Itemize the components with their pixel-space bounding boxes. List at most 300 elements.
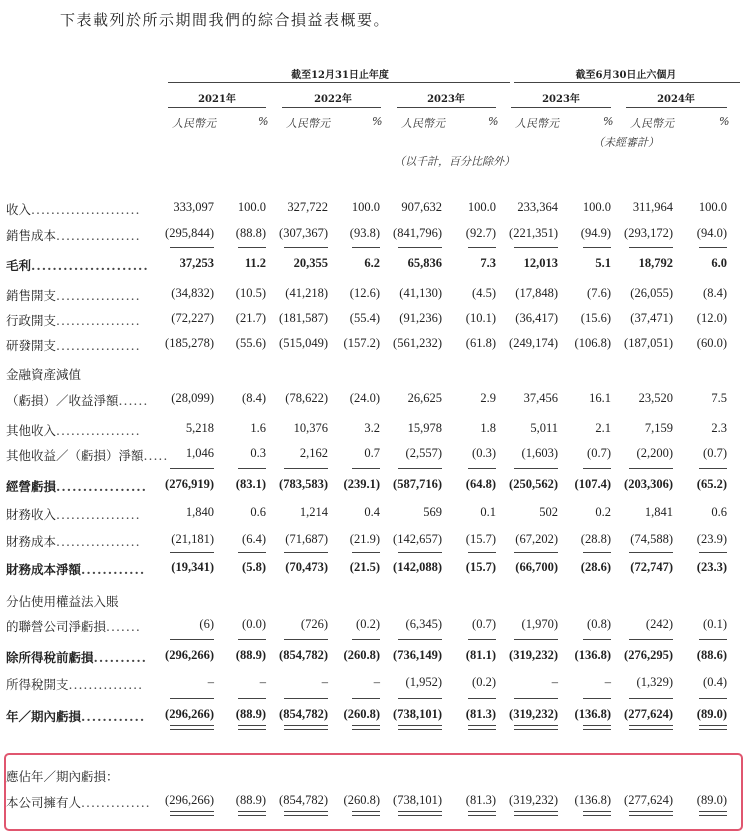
total-underline: [284, 552, 328, 553]
cell-percent: (81.1): [465, 648, 496, 662]
total-underline: [238, 725, 266, 730]
row-label-text: 財務收入: [6, 507, 57, 522]
cell-percent: 100.0: [467, 200, 496, 214]
cell-percent: (260.8): [343, 793, 380, 807]
row-label: [6, 311, 141, 329]
cell-amount: (181,587): [279, 311, 328, 325]
total-underline: [352, 639, 380, 640]
cell-amount: (726): [300, 617, 328, 631]
cell-percent: 0.4: [364, 505, 380, 519]
cell-amount: (41,130): [399, 286, 442, 300]
row-label: [6, 226, 141, 244]
total-underline: [699, 698, 727, 699]
cell-amount: (187,051): [624, 336, 673, 350]
row-label-text: 財務成本淨額: [6, 562, 82, 577]
cell-percent: (55.6): [235, 336, 266, 350]
note-unaudited: （未經審計）: [593, 136, 659, 149]
year-rule: [397, 107, 496, 108]
total-underline: [468, 639, 496, 640]
cell-percent: (0.7): [587, 446, 611, 460]
row-label: [6, 675, 143, 693]
cell-amount: (34,832): [171, 286, 214, 300]
cell-amount: (736,149): [393, 648, 442, 662]
row-label-text: 收入: [6, 202, 32, 217]
cell-percent: (4.5): [472, 286, 496, 300]
cell-percent: (60.0): [696, 336, 727, 350]
cell-amount: (276,295): [624, 648, 673, 662]
cell-amount: (6): [199, 617, 214, 631]
cell-amount: (296,266): [165, 648, 214, 662]
total-underline: [583, 725, 611, 730]
total-underline: [284, 247, 328, 248]
cell-amount: (561,232): [393, 336, 442, 350]
unit-percent: %: [603, 115, 614, 128]
row-label: [6, 200, 140, 218]
row-label-text: 其他收入: [6, 423, 57, 438]
cell-percent: (0.2): [472, 675, 496, 689]
cell-percent: –: [373, 675, 380, 689]
cell-amount: (28,099): [171, 391, 214, 405]
cell-percent: (0.4): [703, 675, 727, 689]
total-underline: [352, 247, 380, 248]
cell-amount: 1,214: [299, 505, 328, 519]
cell-percent: 0.6: [250, 505, 266, 519]
cell-amount: 327,722: [287, 200, 328, 214]
total-underline: [284, 468, 328, 469]
cell-percent: (0.8): [587, 617, 611, 631]
cell-percent: 2.9: [480, 391, 496, 405]
cell-percent: (136.8): [574, 793, 611, 807]
leader-dots: .................: [56, 479, 147, 494]
cell-amount: 2,162: [299, 446, 328, 460]
cell-amount: 65,836: [407, 256, 442, 270]
row-label-text: 分佔使用權益法入賬: [6, 594, 119, 609]
cell-amount: (1,952): [405, 675, 442, 689]
cell-amount: 18,792: [638, 256, 673, 270]
cell-amount: 502: [539, 505, 558, 519]
group-rule-years: [168, 82, 510, 83]
cell-percent: (89.0): [696, 793, 727, 807]
row-label: [6, 421, 141, 439]
total-underline: [629, 247, 673, 248]
cell-percent: (88.6): [696, 648, 727, 662]
cell-percent: 11.2: [244, 256, 266, 270]
total-underline: [629, 552, 673, 553]
cell-percent: (55.4): [349, 311, 380, 325]
year-header: 2023年: [427, 94, 465, 105]
cell-amount: (277,624): [624, 793, 673, 807]
row-label-text: 應佔年／期內虧損：: [6, 769, 119, 784]
cell-percent: 0.6: [711, 505, 727, 519]
total-underline: [398, 698, 442, 699]
cell-percent: (23.3): [696, 560, 727, 574]
total-underline: [284, 725, 328, 730]
cell-amount: 569: [423, 505, 442, 519]
cell-percent: –: [604, 675, 611, 689]
row-label: [6, 256, 149, 274]
leader-dots: ......................: [31, 202, 141, 217]
cell-percent: (107.4): [574, 477, 611, 491]
row-label-text: 銷售開支: [6, 288, 57, 303]
cell-percent: (94.9): [580, 226, 611, 240]
cell-amount: 1,046: [185, 446, 214, 460]
cell-percent: (260.8): [343, 707, 380, 721]
total-underline: [398, 725, 442, 730]
cell-percent: (94.0): [696, 226, 727, 240]
note-thousands: （以千計，百分比除外）: [394, 155, 515, 168]
cell-percent: (64.8): [465, 477, 496, 491]
total-underline: [629, 725, 673, 730]
cell-amount: 7,159: [644, 421, 673, 435]
total-underline: [629, 698, 673, 699]
cell-percent: (21.5): [349, 560, 380, 574]
leader-dots: ..............: [81, 795, 151, 810]
cell-percent: (88.8): [235, 226, 266, 240]
total-underline: [352, 468, 380, 469]
cell-amount: (841,796): [393, 226, 442, 240]
cell-percent: (89.0): [696, 707, 727, 721]
total-underline: [514, 247, 558, 248]
unit-percent: %: [372, 115, 383, 128]
cell-amount: (26,055): [630, 286, 673, 300]
row-label: [6, 446, 168, 464]
row-label: [6, 592, 119, 610]
cell-amount: (319,232): [509, 707, 558, 721]
cell-amount: (854,782): [279, 793, 328, 807]
row-label-text: 其他收益／（虧損）淨額: [6, 448, 144, 463]
total-underline: [284, 639, 328, 640]
cell-percent: (10.1): [465, 311, 496, 325]
cell-amount: (41,218): [285, 286, 328, 300]
total-underline: [238, 639, 266, 640]
cell-percent: 2.1: [595, 421, 611, 435]
cell-amount: (67,202): [515, 532, 558, 546]
cell-amount: (515,049): [279, 336, 328, 350]
total-underline: [699, 468, 727, 469]
cell-percent: 7.3: [480, 256, 496, 270]
total-underline: [170, 247, 214, 248]
cell-percent: (21.7): [235, 311, 266, 325]
total-underline: [583, 639, 611, 640]
cell-percent: (15.7): [465, 532, 496, 546]
total-underline: [170, 468, 214, 469]
cell-amount: (2,200): [636, 446, 673, 460]
cell-percent: 100.0: [698, 200, 727, 214]
leader-dots: ...............: [68, 677, 144, 692]
unit-percent: %: [719, 115, 730, 128]
year-rule: [282, 107, 381, 108]
cell-percent: (88.9): [235, 648, 266, 662]
cell-amount: (276,919): [165, 477, 214, 491]
year-header: 2021年: [198, 94, 236, 105]
leader-dots: ............: [81, 562, 146, 577]
cell-amount: 233,364: [517, 200, 558, 214]
row-label: [6, 617, 141, 635]
total-underline: [699, 725, 727, 730]
cell-amount: (66,700): [515, 560, 558, 574]
cell-amount: (738,101): [393, 707, 442, 721]
cell-amount: 20,355: [293, 256, 328, 270]
cell-percent: (12.6): [349, 286, 380, 300]
cell-amount: (72,747): [630, 560, 673, 574]
cell-amount: (21,181): [171, 532, 214, 546]
total-underline: [583, 698, 611, 699]
total-underline: [583, 552, 611, 553]
cell-percent: 0.2: [595, 505, 611, 519]
year-header: 2022年: [314, 94, 352, 105]
cell-amount: (142,088): [393, 560, 442, 574]
cell-percent: (6.4): [242, 532, 266, 546]
cell-percent: (8.4): [703, 286, 727, 300]
cell-percent: (7.6): [587, 286, 611, 300]
cell-amount: (854,782): [279, 648, 328, 662]
cell-percent: 0.3: [250, 446, 266, 460]
row-label-text: 銷售成本: [6, 228, 57, 243]
leader-dots: .................: [56, 507, 141, 522]
total-underline: [398, 552, 442, 553]
cell-amount: 26,625: [407, 391, 442, 405]
total-underline: [238, 552, 266, 553]
cell-percent: (88.9): [235, 707, 266, 721]
unit-percent: %: [488, 115, 499, 128]
cell-amount: (19,341): [171, 560, 214, 574]
cell-percent: (10.5): [235, 286, 266, 300]
total-underline: [238, 247, 266, 248]
total-underline: [284, 698, 328, 699]
leader-dots: .....: [143, 448, 169, 463]
total-underline: [468, 247, 496, 248]
cell-amount: (1,329): [636, 675, 673, 689]
row-label-text: 除所得稅前虧損: [6, 650, 94, 665]
cell-percent: (28.6): [580, 560, 611, 574]
cell-amount: 1,841: [644, 505, 673, 519]
cell-percent: 1.6: [250, 421, 266, 435]
cell-amount: (319,232): [509, 648, 558, 662]
cell-amount: (783,583): [279, 477, 328, 491]
total-underline: [699, 639, 727, 640]
total-underline: [583, 247, 611, 248]
cell-amount: (37,471): [630, 311, 673, 325]
cell-amount: (1,970): [521, 617, 558, 631]
cell-percent: (239.1): [343, 477, 380, 491]
total-underline: [629, 639, 673, 640]
row-label-text: 年／期內虧損: [6, 709, 82, 724]
row-label: [6, 707, 145, 725]
cell-percent: (15.7): [465, 560, 496, 574]
cell-amount: (36,417): [515, 311, 558, 325]
cell-percent: (81.3): [465, 707, 496, 721]
cell-amount: (78,622): [285, 391, 328, 405]
leader-dots: ......: [118, 393, 149, 408]
row-label-text: 所得稅開支: [6, 677, 69, 692]
row-label-text: 經營虧損: [6, 479, 57, 494]
row-label-text: 本公司擁有人: [6, 795, 82, 810]
cell-amount: 1,840: [185, 505, 214, 519]
cell-percent: 16.1: [589, 391, 611, 405]
total-underline: [468, 468, 496, 469]
total-underline: [514, 468, 558, 469]
cell-percent: (106.8): [574, 336, 611, 350]
row-label-text: 財務成本: [6, 534, 57, 549]
total-underline: [468, 725, 496, 730]
total-underline: [514, 725, 558, 730]
cell-percent: 100.0: [582, 200, 611, 214]
cell-amount: 10,376: [293, 421, 328, 435]
cell-amount: 37,253: [179, 256, 214, 270]
total-underline: [352, 698, 380, 699]
cell-percent: (65.2): [696, 477, 727, 491]
total-underline: [170, 552, 214, 553]
cell-percent: (81.3): [465, 793, 496, 807]
row-label: [6, 505, 141, 523]
unit-rmb: 人民幣元: [630, 117, 674, 130]
cell-amount: (70,473): [285, 560, 328, 574]
cell-amount: –: [207, 675, 214, 689]
year-rule: [168, 107, 266, 108]
cell-percent: (28.8): [580, 532, 611, 546]
cell-percent: 100.0: [237, 200, 266, 214]
group-header-halfyear: 截至6月30日止六個月: [575, 70, 677, 81]
cell-amount: (71,687): [285, 532, 328, 546]
cell-percent: (0.2): [356, 617, 380, 631]
total-underline: [468, 552, 496, 553]
cell-amount: (203,306): [624, 477, 673, 491]
total-underline: [468, 698, 496, 699]
cell-amount: (1,603): [521, 446, 558, 460]
cell-percent: 6.2: [364, 256, 380, 270]
cell-amount: (221,351): [509, 226, 558, 240]
cell-amount: (587,716): [393, 477, 442, 491]
row-label: [6, 648, 147, 666]
cell-percent: (24.0): [349, 391, 380, 405]
cell-percent: (136.8): [574, 648, 611, 662]
total-underline: [352, 552, 380, 553]
cell-amount: (2,557): [405, 446, 442, 460]
cell-percent: (83.1): [235, 477, 266, 491]
cell-amount: (250,562): [509, 477, 558, 491]
leader-dots: .................: [56, 313, 141, 328]
year-header: 2024年: [657, 94, 695, 105]
row-label: [6, 532, 141, 550]
row-label-text: 的聯營公司淨虧損: [6, 619, 107, 634]
cell-amount: –: [321, 675, 328, 689]
cell-percent: (0.7): [703, 446, 727, 460]
row-label-text: 行政開支: [6, 313, 57, 328]
cell-amount: (307,367): [279, 226, 328, 240]
cell-percent: (61.8): [465, 336, 496, 350]
cell-percent: (92.7): [465, 226, 496, 240]
total-underline: [398, 247, 442, 248]
total-underline: [699, 247, 727, 248]
leader-dots: .................: [56, 338, 141, 353]
cell-amount: 23,520: [638, 391, 673, 405]
cell-percent: (93.8): [349, 226, 380, 240]
group-header-years: 截至12月31日止年度: [291, 70, 389, 81]
year-header: 2023年: [542, 94, 580, 105]
unit-rmb: 人民幣元: [172, 117, 216, 130]
cell-amount: (91,236): [399, 311, 442, 325]
cell-amount: (295,844): [165, 226, 214, 240]
total-underline: [170, 698, 214, 699]
total-underline: [170, 639, 214, 640]
total-underline: [398, 639, 442, 640]
total-underline: [514, 552, 558, 553]
row-label-text: 研發開支: [6, 338, 57, 353]
row-label: [6, 336, 141, 354]
total-underline: [352, 725, 380, 730]
cell-amount: (6,345): [405, 617, 442, 631]
cell-percent: (15.6): [580, 311, 611, 325]
total-underline: [629, 468, 673, 469]
cell-percent: (136.8): [574, 707, 611, 721]
cell-amount: (277,624): [624, 707, 673, 721]
cell-amount: 5,218: [185, 421, 214, 435]
cell-percent: (23.9): [696, 532, 727, 546]
highlight-box: [4, 753, 743, 831]
cell-amount: –: [551, 675, 558, 689]
cell-percent: (5.8): [242, 560, 266, 574]
cell-amount: (738,101): [393, 793, 442, 807]
cell-percent: 2.3: [711, 421, 727, 435]
cell-percent: 7.5: [711, 391, 727, 405]
cell-percent: (0.0): [242, 617, 266, 631]
cell-amount: (17,848): [515, 286, 558, 300]
leader-dots: .......: [106, 619, 141, 634]
cell-percent: –: [259, 675, 266, 689]
unit-rmb: 人民幣元: [286, 117, 330, 130]
cell-amount: (185,278): [165, 336, 214, 350]
year-rule: [626, 107, 727, 108]
cell-percent: (0.1): [703, 617, 727, 631]
leader-dots: .................: [56, 228, 141, 243]
row-label: [6, 391, 148, 409]
cell-amount: (296,266): [165, 707, 214, 721]
row-label: [6, 560, 145, 578]
cell-amount: 333,097: [173, 200, 214, 214]
cell-amount: 15,978: [407, 421, 442, 435]
cell-percent: 5.1: [595, 256, 611, 270]
total-underline: [238, 468, 266, 469]
leader-dots: ......................: [31, 258, 149, 273]
cell-amount: 311,964: [632, 200, 673, 214]
cell-percent: (0.3): [472, 446, 496, 460]
cell-amount: (854,782): [279, 707, 328, 721]
cell-percent: 1.8: [480, 421, 496, 435]
total-underline: [238, 698, 266, 699]
leader-dots: ............: [81, 709, 146, 724]
leader-dots: .................: [56, 534, 141, 549]
cell-percent: 100.0: [351, 200, 380, 214]
cell-amount: (142,657): [393, 532, 442, 546]
cell-amount: 5,011: [530, 421, 558, 435]
cell-amount: (72,227): [171, 311, 214, 325]
cell-percent: 3.2: [364, 421, 380, 435]
cell-percent: (21.9): [349, 532, 380, 546]
cell-amount: (249,174): [509, 336, 558, 350]
total-underline: [398, 468, 442, 469]
intro-text: 下表載列於所示期間我們的綜合損益表概要。: [60, 11, 391, 29]
leader-dots: ..........: [93, 650, 148, 665]
cell-percent: (88.9): [235, 793, 266, 807]
unit-rmb: 人民幣元: [401, 117, 445, 130]
cell-percent: (157.2): [343, 336, 380, 350]
leader-dots: .................: [56, 423, 141, 438]
row-label-text: 毛利: [6, 258, 32, 273]
row-label: [6, 477, 147, 495]
cell-percent: 6.0: [711, 256, 727, 270]
cell-amount: 907,632: [401, 200, 442, 214]
row-label-text: （虧損）／收益淨額: [6, 393, 119, 408]
